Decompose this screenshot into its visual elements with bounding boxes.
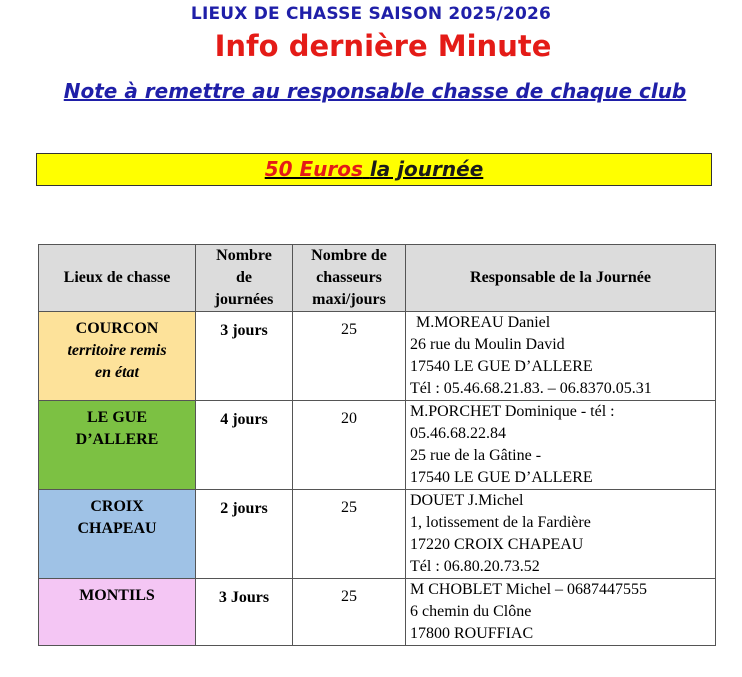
max-hunters-cell: 25 <box>293 490 406 579</box>
responsible-line: 17540 LE GUE D’ALLERE <box>410 358 593 375</box>
price-amount: 50 Euros <box>264 157 363 181</box>
place-cell-montils <box>39 579 196 646</box>
price-banner <box>36 153 712 186</box>
table-row <box>39 312 716 401</box>
column-header-responsible <box>406 245 716 312</box>
header-line: Nombre <box>216 247 272 264</box>
responsible-cell <box>406 579 716 646</box>
place-note: territoire remis <box>67 342 167 359</box>
column-header-max-hunters <box>293 245 406 312</box>
days-cell: 2 jours <box>196 490 293 579</box>
responsible-line: 6 chemin du Clône <box>410 603 532 620</box>
header-line: journées <box>214 291 274 308</box>
hunting-grounds-table <box>38 244 716 646</box>
responsible-line: M CHOBLET Michel – 0687447555 <box>410 581 648 598</box>
responsible-line: DOUET J.Michel <box>410 492 524 509</box>
responsible-line: 05.46.68.22.84 <box>410 425 506 442</box>
responsible-line: 1, lotissement de la Fardière <box>410 514 591 531</box>
days-cell: 4 jours <box>196 401 293 490</box>
header-line: de <box>236 269 252 286</box>
responsible-cell <box>406 490 716 579</box>
responsible-cell <box>406 401 716 490</box>
place-name: CHAPEAU <box>77 520 157 537</box>
table-row <box>39 579 716 646</box>
place-name: LE GUE <box>86 409 147 426</box>
header-line: maxi/jours <box>312 291 386 308</box>
max-hunters-cell: 25 <box>293 312 406 401</box>
responsible-line: 17220 CROIX CHAPEAU <box>410 536 584 553</box>
page-subtitle: Info dernière Minute <box>214 29 552 63</box>
days-cell: 3 jours <box>196 312 293 401</box>
max-hunters-cell: 20 <box>293 401 406 490</box>
days-cell: 3 Jours <box>196 579 293 646</box>
responsible-line: M.MOREAU Daniel <box>416 314 551 331</box>
page-title: LIEUX DE CHASSE SAISON 2025/2026 <box>190 4 552 24</box>
place-cell-courcon <box>39 312 196 401</box>
place-name: COURCON <box>75 320 159 337</box>
column-header-days <box>196 245 293 312</box>
note-to-club: Note à remettre au responsable chasse de chaque club <box>63 79 687 103</box>
responsible-cell <box>406 312 716 401</box>
responsible-line: 26 rue du Moulin David <box>410 336 565 353</box>
responsible-line: 25 rue de la Gâtine - <box>410 447 542 464</box>
price-unit: la journée <box>369 157 484 181</box>
responsible-line: 17800 ROUFFIAC <box>410 625 534 642</box>
responsible-line: 17540 LE GUE D’ALLERE <box>410 469 593 486</box>
header-line: Nombre de <box>311 247 387 264</box>
responsible-line: M.PORCHET Dominique - tél : <box>410 403 615 420</box>
header-line: Responsable de la Journée <box>470 269 651 286</box>
max-hunters-cell: 25 <box>293 579 406 646</box>
column-header-place <box>39 245 196 312</box>
table-header-row <box>39 245 716 312</box>
responsible-line: Tél : 06.80.20.73.52 <box>410 558 540 575</box>
place-name: CROIX <box>90 498 144 515</box>
responsible-line: Tél : 05.46.68.21.83. – 06.8370.05.31 <box>410 380 652 397</box>
table-row <box>39 490 716 579</box>
place-name: D’ALLERE <box>75 431 159 448</box>
table-row <box>39 401 716 490</box>
place-cell-croix-chapeau <box>39 490 196 579</box>
place-name: MONTILS <box>79 587 155 604</box>
header-line: chasseurs <box>316 269 382 286</box>
place-note: en état <box>95 364 139 381</box>
header-line: Lieux de chasse <box>63 269 171 286</box>
place-cell-le-gue <box>39 401 196 490</box>
